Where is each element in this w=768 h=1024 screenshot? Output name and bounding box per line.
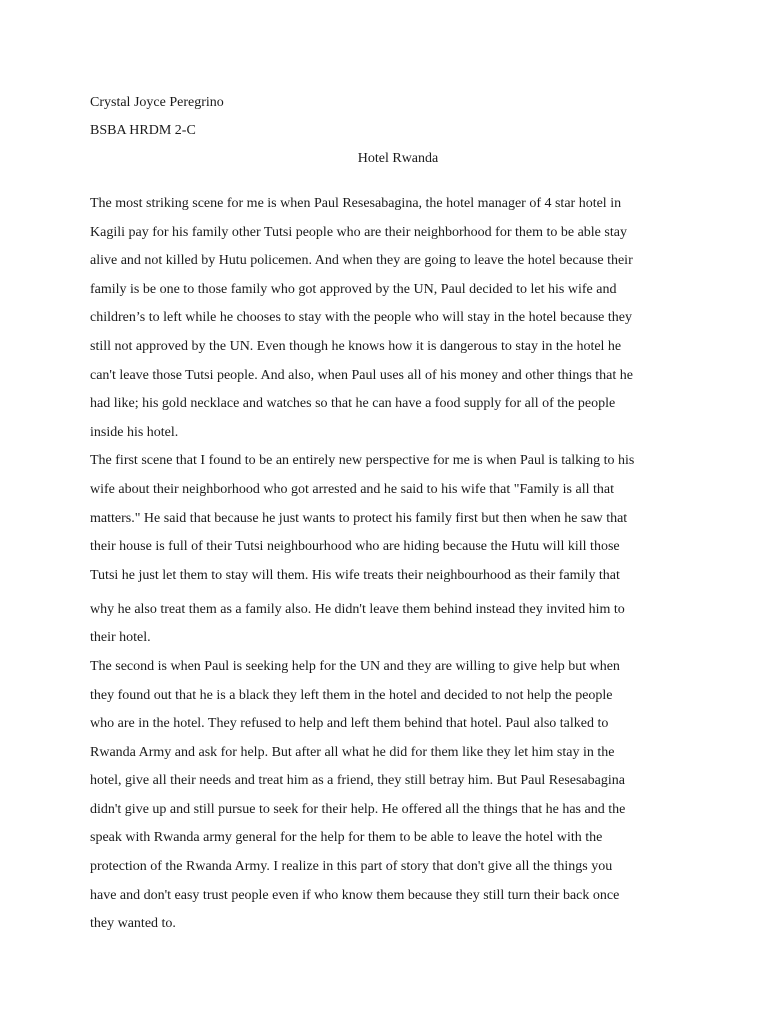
paragraph-line: have and don't easy trust people even if who know them because they still turn their back once [90, 887, 620, 903]
paragraph-line: hotel, give all their needs and treat him as a friend, they still betray him. But Paul Resesabagina [90, 773, 625, 789]
paragraph-line: why he also treat them as a family also. He didn't leave them behind instead they invited him to [90, 601, 625, 617]
paragraph-line: had like; his gold necklace and watches so that he can have a food supply for all of the people [90, 396, 616, 412]
paragraph-line: The second is when Paul is seeking help for the UN and they are willing to give help but when [90, 658, 620, 674]
paragraph-line: their house is full of their Tutsi neighbourhood who are hiding because the Hutu will kill those [90, 539, 620, 555]
paragraph-line: their hotel. [90, 630, 151, 646]
document-title: Hotel Rwanda [357, 151, 439, 166]
paragraph-line: didn't give up and still pursue to seek for their help. He offered all the things that he has and the [90, 801, 626, 817]
paragraph-line: can't leave those Tutsi people. And also, when Paul uses all of his money and other things that he [90, 367, 633, 383]
paragraph-line: who are in the hotel. They refused to help and left them behind that hotel. Paul also talked to [90, 716, 609, 732]
paragraph-line: inside his hotel. [90, 424, 179, 440]
paragraph-line: family is be one to those family who got approved by the UN, Paul decided to let his wife and [90, 281, 617, 297]
author-name: Crystal Joyce Peregrino [90, 95, 224, 110]
paragraph-line: children’s to left while he chooses to stay with the people who will stay in the hotel because they [90, 310, 632, 326]
paragraph-line: matters." He said that because he just wants to protect his family first but then when he saw that [90, 510, 628, 526]
paragraph-line: protection of the Rwanda Army. I realize in this part of story that don't give all the things you [90, 859, 613, 875]
paragraph-line: The most striking scene for me is when Paul Resesabagina, the hotel manager of 4 star hotel in [90, 196, 622, 211]
paragraph-line: The first scene that I found to be an entirely new perspective for me is when Paul is talking to his [90, 453, 635, 469]
course-section: BSBA HRDM 2-C [90, 123, 196, 138]
essay-body [90, 195, 690, 944]
paragraph-line: they found out that he is a black they left them in the hotel and decided to not help the people [90, 687, 613, 703]
paragraph-line: wife about their neighborhood who got arrested and he said to his wife that "Family is all that [90, 481, 614, 497]
paragraph-line: still not approved by the UN. Even though he knows how it is dangerous to stay in the hotel he [90, 338, 622, 354]
paragraph-line: Rwanda Army and ask for help. But after all what he did for them like they let him stay in the [90, 744, 615, 760]
paragraph-line: they wanted to. [90, 916, 176, 932]
paragraph-line: speak with Rwanda army general for the help for them to be able to leave the hotel with the [90, 830, 603, 846]
paragraph-line: Tutsi he just let them to stay will them. His wife treats their neighbourhood as their family that [90, 567, 620, 583]
paragraph-line: alive and not killed by Hutu policemen. And when they are going to leave the hotel because their [90, 253, 633, 269]
paragraph-line: Kagili pay for his family other Tutsi people who are their neighborhood for them to be able stay [90, 224, 627, 240]
